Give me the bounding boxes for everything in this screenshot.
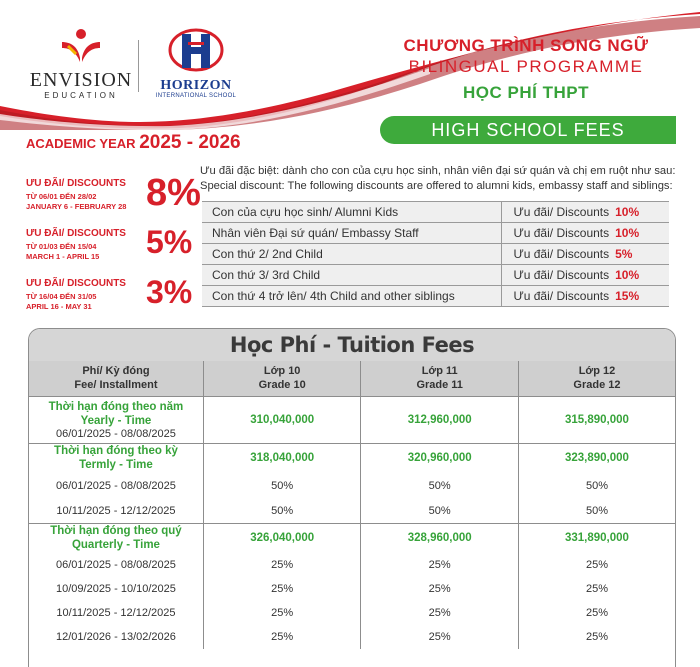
col-header-grade-11: [361, 361, 519, 396]
termly-price-grade-12: 323,890,000: [518, 443, 675, 473]
programme-title: [376, 36, 676, 103]
discount-date-en: MARCH 1 - APRIL 15: [26, 252, 100, 261]
special-discount-text: [200, 164, 690, 194]
special-row: [202, 202, 669, 223]
installment-value: 25%: [518, 625, 675, 649]
quarterly-price-grade-10: 326,040,000: [203, 523, 361, 553]
termly-installment-row: [29, 499, 675, 523]
special-discount-cell: [501, 223, 669, 244]
logo-divider: [138, 40, 139, 92]
special-row: [202, 244, 669, 265]
termly-price-grade-11: 320,960,000: [361, 443, 519, 473]
installment-value: 50%: [518, 499, 675, 523]
discount-label: ƯU ĐÃI/ DISCOUNTS: [26, 228, 126, 239]
grade-en: Grade 12: [573, 379, 621, 392]
yearly-name-vn: Thời hạn đóng theo năm: [48, 400, 184, 413]
installment-date: 10/11/2025 - 12/12/2025: [29, 601, 203, 625]
envision-mark-icon: [60, 28, 102, 62]
discount-label: ƯU ĐÃI/ DISCOUNTS: [26, 178, 126, 189]
discount-late: [26, 274, 196, 312]
grade-vn: Lớp 12: [578, 365, 616, 378]
discount-mid: [26, 224, 196, 262]
special-discount-cell: [501, 244, 669, 265]
envision-sub: EDUCATION: [44, 91, 118, 100]
termly-label-cell: [29, 443, 203, 473]
tuition-fees-table: [28, 328, 676, 667]
discount-early: [26, 172, 201, 214]
termly-name-en: Termly - Time: [79, 459, 153, 472]
tuition-grid: [29, 361, 675, 649]
discount-percent: 5%: [146, 224, 193, 260]
yearly-name-en: Yearly - Time: [80, 414, 152, 427]
special-discount-table: [202, 201, 669, 307]
special-label: Ưu đãi/ Discounts: [513, 247, 610, 261]
special-who: Con thứ 3/ 3rd Child: [202, 265, 501, 286]
quarterly-name-vn: Thời hạn đóng theo quý: [50, 525, 182, 538]
installment-value: 25%: [361, 601, 519, 625]
installment-value: 25%: [203, 577, 361, 601]
installment-value: 50%: [361, 499, 519, 523]
tuition-title: Học Phí - Tuition Fees: [29, 329, 675, 361]
special-who: Nhân viên Đại sứ quán/ Embassy Staff: [202, 223, 501, 244]
horizon-name: HORIZON: [160, 78, 232, 93]
installment-value: 25%: [361, 553, 519, 577]
academic-year-value: 2025 - 2026: [139, 132, 241, 153]
special-percent: 15%: [615, 289, 640, 303]
special-discount-cell: [501, 286, 669, 307]
special-label: Ưu đãi/ Discounts: [513, 289, 610, 303]
installment-value: 25%: [361, 577, 519, 601]
installment-date: 10/11/2025 - 12/12/2025: [29, 499, 203, 523]
academic-year: [26, 132, 241, 154]
installment-value: 50%: [203, 499, 361, 523]
col-header-vn: Phí/ Kỳ đóng: [82, 365, 150, 378]
installment-value: 25%: [203, 625, 361, 649]
discount-percent: 8%: [146, 172, 201, 214]
envision-name: ENVISION: [29, 69, 133, 91]
academic-year-label: ACADEMIC YEAR: [26, 136, 136, 151]
special-line-en: Special discount: The following discounts are offered to alumni kids, embassy staff and siblings:: [200, 180, 673, 192]
special-label: Ưu đãi/ Discounts: [513, 226, 610, 240]
discount-percent: 3%: [146, 274, 193, 310]
discount-label: ƯU ĐÃI/ DISCOUNTS: [26, 278, 126, 289]
quarterly-label-cell: [29, 523, 203, 553]
installment-date: 10/09/2025 - 10/10/2025: [29, 577, 203, 601]
title-en: BILINGUAL PROGRAMME: [408, 57, 644, 76]
special-percent: 10%: [615, 205, 640, 219]
yearly-price-grade-10: 310,040,000: [203, 396, 361, 443]
grade-vn: Lớp 10: [263, 365, 301, 378]
grade-en: Grade 10: [258, 379, 306, 392]
discount-date-vn: TỪ 01/03 ĐẾN 15/04: [26, 242, 97, 251]
col-header-en: Fee/ Installment: [74, 379, 158, 392]
discount-date-vn: TỪ 16/04 ĐẾN 31/05: [26, 292, 97, 301]
quarterly-installment-row: [29, 577, 675, 601]
quarterly-header-row: [29, 523, 675, 553]
installment-value: 25%: [203, 601, 361, 625]
installment-value: 50%: [361, 473, 519, 499]
installment-date: 06/01/2025 - 08/08/2025: [29, 553, 203, 577]
horizon-sub: INTERNATIONAL SCHOOL: [155, 93, 237, 99]
installment-value: 25%: [361, 625, 519, 649]
termly-header-row: [29, 443, 675, 473]
col-header-installment: [29, 361, 203, 396]
special-label: Ưu đãi/ Discounts: [513, 205, 610, 219]
special-discount-cell: [501, 265, 669, 286]
special-row: [202, 223, 669, 244]
installment-value: 25%: [518, 553, 675, 577]
installment-value: 25%: [518, 577, 675, 601]
installment-date: 12/01/2026 - 13/02/2026: [29, 625, 203, 649]
installment-value: 50%: [203, 473, 361, 499]
fee-title-bar: HIGH SCHOOL FEES: [380, 116, 676, 144]
yearly-price-grade-11: 312,960,000: [361, 396, 519, 443]
grade-en: Grade 11: [416, 379, 463, 392]
quarterly-installment-row: [29, 553, 675, 577]
horizon-mark-icon: [168, 28, 224, 74]
col-header-grade-10: [203, 361, 361, 396]
title-vn: CHƯƠNG TRÌNH SONG NGỮ: [403, 36, 649, 55]
special-percent: 10%: [615, 268, 640, 282]
termly-price-grade-10: 318,040,000: [203, 443, 361, 473]
termly-name-vn: Thời hạn đóng theo kỳ: [54, 445, 178, 458]
quarterly-installment-row: [29, 625, 675, 649]
yearly-label-cell: [29, 396, 203, 443]
installment-date: 06/01/2025 - 08/08/2025: [29, 473, 203, 499]
special-percent: 5%: [615, 247, 633, 261]
installment-value: 25%: [518, 601, 675, 625]
col-header-grade-12: [518, 361, 675, 396]
grade-vn: Lớp 11: [421, 365, 458, 378]
yearly-row: [29, 396, 675, 443]
discount-date-en: JANUARY 6 - FEBRUARY 28: [26, 202, 127, 211]
quarterly-name-en: Quarterly - Time: [71, 539, 160, 552]
special-who: Con của cựu học sinh/ Alumni Kids: [202, 202, 501, 223]
special-line-vn: Ưu đãi đặc biệt: dành cho con của cựu học sinh, nhân viên đại sứ quán và chị em ruột như sau:: [200, 165, 676, 177]
discount-date-en: APRIL 16 - MAY 31: [26, 302, 92, 311]
quarterly-price-grade-11: 328,960,000: [361, 523, 519, 553]
quarterly-installment-row: [29, 601, 675, 625]
special-who: Con thứ 2/ 2nd Child: [202, 244, 501, 265]
special-row: [202, 286, 669, 307]
envision-logo: [26, 28, 136, 100]
special-percent: 10%: [615, 226, 640, 240]
horizon-logo: [146, 28, 246, 99]
tuition-header-row: [29, 361, 675, 396]
special-discount-cell: [501, 202, 669, 223]
installment-value: 50%: [518, 473, 675, 499]
logos: [26, 28, 237, 108]
yearly-date: 06/01/2025 - 08/08/2025: [56, 427, 176, 440]
special-label: Ưu đãi/ Discounts: [513, 268, 610, 282]
fee-title-vn: HỌC PHÍ THPT: [463, 83, 589, 102]
quarterly-price-grade-12: 331,890,000: [518, 523, 675, 553]
yearly-price-grade-12: 315,890,000: [518, 396, 675, 443]
termly-installment-row: [29, 473, 675, 499]
installment-value: 25%: [203, 553, 361, 577]
special-who: Con thứ 4 trở lên/ 4th Child and other siblings: [202, 286, 501, 307]
special-row: [202, 265, 669, 286]
discount-date-vn: TỪ 06/01 ĐẾN 28/02: [26, 192, 97, 201]
